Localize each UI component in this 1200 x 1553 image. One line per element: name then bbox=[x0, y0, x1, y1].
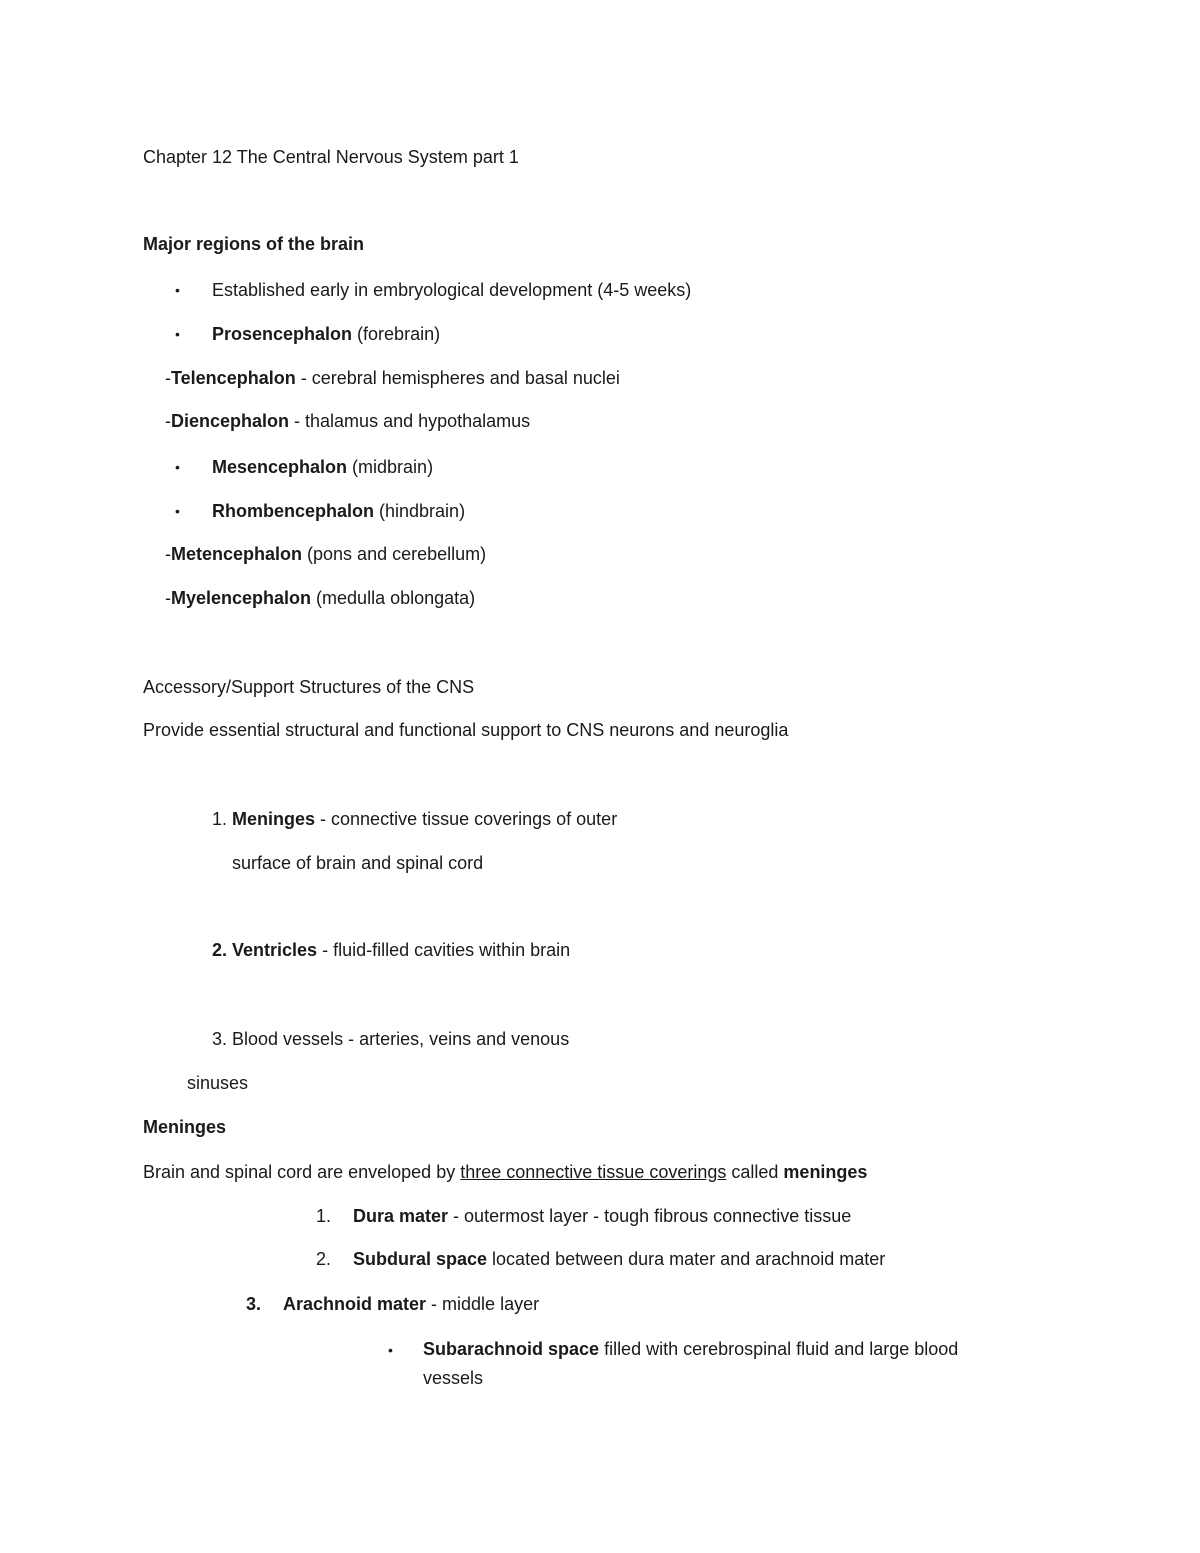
numbered-item-continuation: surface of brain and spinal cord bbox=[232, 853, 484, 873]
list-item-continuation: vessels bbox=[423, 1368, 484, 1388]
bullet-icon: • bbox=[175, 459, 180, 475]
bullet-icon: • bbox=[175, 326, 180, 342]
numbered-item: Subdural space located between dura mater and arachnoid mater bbox=[353, 1249, 886, 1269]
list-number: 3. bbox=[246, 1294, 262, 1314]
numbered-item: 3. Blood vessels - arteries, veins and venous bbox=[212, 1029, 570, 1049]
numbered-item-continuation: sinuses bbox=[187, 1073, 249, 1093]
numbered-item: Arachnoid mater - middle layer bbox=[283, 1294, 540, 1314]
paragraph: Brain and spinal cord are enveloped by three connective tissue coverings called meninges bbox=[143, 1162, 868, 1182]
list-item: Established early in embryological development (4-5 weeks) bbox=[212, 280, 692, 300]
sub-item: -Diencephalon - thalamus and hypothalamus bbox=[165, 411, 531, 431]
list-item: Mesencephalon (midbrain) bbox=[212, 457, 434, 477]
list-number: 1. bbox=[316, 1206, 332, 1226]
sub-item: -Myelencephalon (medulla oblongata) bbox=[165, 588, 476, 608]
bullet-icon: • bbox=[388, 1342, 393, 1358]
section-heading-major-regions: Major regions of the brain bbox=[143, 234, 365, 254]
sub-item: -Metencephalon (pons and cerebellum) bbox=[165, 544, 487, 564]
section-heading-accessory: Accessory/Support Structures of the CNS bbox=[143, 677, 475, 697]
list-item: Rhombencephalon (hindbrain) bbox=[212, 501, 466, 521]
sub-item: -Telencephalon - cerebral hemispheres and basal nuclei bbox=[165, 368, 620, 388]
bullet-icon: • bbox=[175, 503, 180, 519]
list-number: 2. bbox=[316, 1249, 332, 1269]
list-item: Subarachnoid space filled with cerebrospinal fluid and large blood bbox=[423, 1339, 959, 1359]
numbered-item: 1. Meninges - connective tissue coverings of outer bbox=[212, 809, 618, 829]
list-item: Prosencephalon (forebrain) bbox=[212, 324, 441, 344]
bullet-icon: • bbox=[175, 282, 180, 298]
document-title: Chapter 12 The Central Nervous System part 1 bbox=[143, 147, 519, 167]
section-heading-meninges: Meninges bbox=[143, 1117, 227, 1137]
numbered-item: 2. Ventricles - fluid-filled cavities within brain bbox=[212, 940, 571, 960]
numbered-item: Dura mater - outermost layer - tough fibrous connective tissue bbox=[353, 1206, 852, 1226]
paragraph: Provide essential structural and functional support to CNS neurons and neuroglia bbox=[143, 720, 789, 740]
